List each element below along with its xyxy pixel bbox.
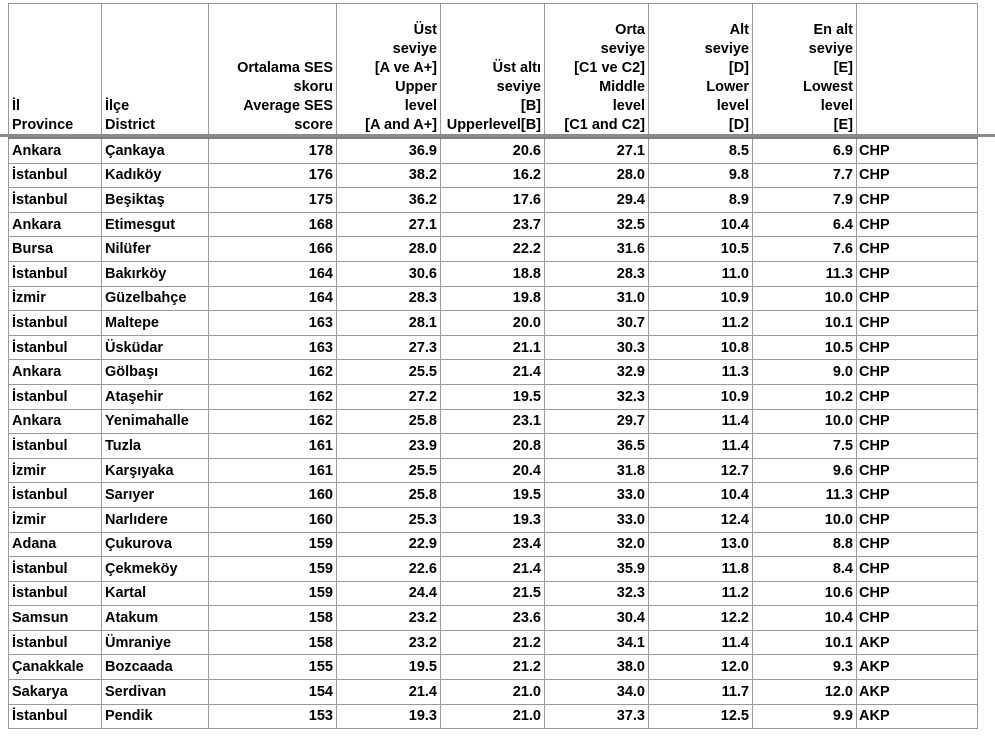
cell-district[interactable]: Nilüfer: [102, 237, 209, 262]
cell-district[interactable]: Karşıyaka: [102, 458, 209, 483]
cell-province[interactable]: Ankara: [9, 409, 102, 434]
header-line: Lower: [706, 79, 749, 95]
cell-middle[interactable]: 35.9: [545, 557, 649, 582]
cell-lower[interactable]: 10.4: [649, 212, 753, 237]
cell-upper[interactable]: 27.1: [337, 212, 441, 237]
cell-lower[interactable]: 10.4: [649, 483, 753, 508]
cell-ses-score[interactable]: 161: [209, 434, 337, 459]
cell-district[interactable]: Maltepe: [102, 311, 209, 336]
cell-party[interactable]: CHP: [857, 212, 978, 237]
cell-lowest[interactable]: 10.6: [753, 581, 857, 606]
cell-lower[interactable]: 12.0: [649, 655, 753, 680]
cell-district[interactable]: Kartal: [102, 581, 209, 606]
header-line: [C1 and C2]: [564, 117, 645, 133]
cell-middle[interactable]: 29.4: [545, 188, 649, 213]
cell-upper-sub[interactable]: 22.2: [441, 237, 545, 262]
cell-province[interactable]: İzmir: [9, 507, 102, 532]
header-line: [E]: [833, 117, 853, 133]
cell-ses-score[interactable]: 159: [209, 581, 337, 606]
cell-lowest[interactable]: 8.4: [753, 557, 857, 582]
cell-middle[interactable]: 34.1: [545, 630, 649, 655]
header-line: score: [294, 117, 333, 133]
cell-upper[interactable]: 36.2: [337, 188, 441, 213]
cell-province[interactable]: Adana: [9, 532, 102, 557]
cell-ses-score[interactable]: 162: [209, 360, 337, 385]
cell-lower[interactable]: 11.4: [649, 409, 753, 434]
cell-province[interactable]: İzmir: [9, 286, 102, 311]
cell-upper-sub[interactable]: 21.2: [441, 630, 545, 655]
cell-province[interactable]: İstanbul: [9, 557, 102, 582]
table-row: [9, 458, 978, 483]
header-middle-level[interactable]: [545, 4, 649, 138]
header-line: seviye: [808, 41, 853, 57]
cell-upper-sub[interactable]: 19.3: [441, 507, 545, 532]
header-divider: [0, 134, 995, 137]
header-line: [A and A+]: [365, 117, 437, 133]
cell-province[interactable]: Ankara: [9, 138, 102, 164]
table-row: [9, 581, 978, 606]
table-body: [9, 138, 978, 729]
cell-lowest[interactable]: 9.0: [753, 360, 857, 385]
cell-party[interactable]: CHP: [857, 458, 978, 483]
cell-middle[interactable]: 36.5: [545, 434, 649, 459]
cell-upper[interactable]: 38.2: [337, 163, 441, 188]
header-line: District: [105, 117, 155, 133]
cell-province[interactable]: İzmir: [9, 458, 102, 483]
cell-middle[interactable]: 33.0: [545, 507, 649, 532]
table-row: [9, 163, 978, 188]
cell-district[interactable]: Bakırköy: [102, 261, 209, 286]
cell-district[interactable]: Pendik: [102, 704, 209, 729]
cell-province[interactable]: İstanbul: [9, 581, 102, 606]
cell-ses-score[interactable]: 158: [209, 630, 337, 655]
cell-upper[interactable]: 19.3: [337, 704, 441, 729]
cell-ses-score[interactable]: 175: [209, 188, 337, 213]
table-row: [9, 286, 978, 311]
cell-party[interactable]: CHP: [857, 483, 978, 508]
table-row: [9, 532, 978, 557]
cell-middle[interactable]: 30.4: [545, 606, 649, 631]
cell-middle[interactable]: 32.9: [545, 360, 649, 385]
cell-district[interactable]: Bozcaada: [102, 655, 209, 680]
cell-lowest[interactable]: 12.0: [753, 680, 857, 705]
cell-middle[interactable]: 32.3: [545, 384, 649, 409]
header-line: Lowest: [803, 79, 853, 95]
cell-district[interactable]: Etimesgut: [102, 212, 209, 237]
cell-district[interactable]: Tuzla: [102, 434, 209, 459]
table-row: [9, 188, 978, 213]
cell-middle[interactable]: 38.0: [545, 655, 649, 680]
cell-upper[interactable]: 24.4: [337, 581, 441, 606]
cell-lowest[interactable]: 9.6: [753, 458, 857, 483]
cell-upper[interactable]: 25.3: [337, 507, 441, 532]
cell-upper[interactable]: 25.5: [337, 360, 441, 385]
header-line: Average SES: [243, 98, 333, 114]
cell-middle[interactable]: 33.0: [545, 483, 649, 508]
cell-lower[interactable]: 10.8: [649, 335, 753, 360]
cell-province[interactable]: İstanbul: [9, 311, 102, 336]
cell-party[interactable]: CHP: [857, 188, 978, 213]
cell-upper-sub[interactable]: 21.1: [441, 335, 545, 360]
cell-party[interactable]: AKP: [857, 630, 978, 655]
cell-middle[interactable]: 28.3: [545, 261, 649, 286]
table-row: [9, 483, 978, 508]
cell-upper-sub[interactable]: 19.8: [441, 286, 545, 311]
cell-middle[interactable]: 37.3: [545, 704, 649, 729]
cell-upper-sub[interactable]: 21.0: [441, 704, 545, 729]
cell-district[interactable]: Gölbaşı: [102, 360, 209, 385]
cell-lowest[interactable]: 10.0: [753, 286, 857, 311]
cell-lower[interactable]: 11.0: [649, 261, 753, 286]
cell-ses-score[interactable]: 176: [209, 163, 337, 188]
cell-lowest[interactable]: 10.1: [753, 311, 857, 336]
header-line: seviye: [496, 79, 541, 95]
cell-district[interactable]: Ataşehir: [102, 384, 209, 409]
cell-ses-score[interactable]: 163: [209, 335, 337, 360]
cell-lowest[interactable]: 10.4: [753, 606, 857, 631]
cell-lowest[interactable]: 10.1: [753, 630, 857, 655]
table-row: [9, 261, 978, 286]
cell-ses-score[interactable]: 162: [209, 384, 337, 409]
cell-middle[interactable]: 32.0: [545, 532, 649, 557]
cell-district[interactable]: Çankaya: [102, 138, 209, 164]
cell-upper-sub[interactable]: 20.6: [441, 138, 545, 164]
table-row: [9, 680, 978, 705]
cell-upper[interactable]: 23.9: [337, 434, 441, 459]
header-province[interactable]: [9, 4, 102, 138]
table-row: [9, 606, 978, 631]
cell-province[interactable]: Sakarya: [9, 680, 102, 705]
table-row: [9, 704, 978, 729]
cell-upper-sub[interactable]: 23.6: [441, 606, 545, 631]
table-row: [9, 360, 978, 385]
table-row: [9, 212, 978, 237]
header-line: seviye: [600, 41, 645, 57]
cell-province[interactable]: İstanbul: [9, 434, 102, 459]
cell-party[interactable]: CHP: [857, 409, 978, 434]
cell-upper-sub[interactable]: 21.0: [441, 680, 545, 705]
cell-lower[interactable]: 12.7: [649, 458, 753, 483]
cell-upper[interactable]: 22.6: [337, 557, 441, 582]
cell-party[interactable]: AKP: [857, 704, 978, 729]
cell-district[interactable]: Serdivan: [102, 680, 209, 705]
cell-ses-score[interactable]: 160: [209, 483, 337, 508]
cell-party[interactable]: CHP: [857, 384, 978, 409]
cell-middle[interactable]: 32.3: [545, 581, 649, 606]
table-row: [9, 409, 978, 434]
cell-upper[interactable]: 30.6: [337, 261, 441, 286]
cell-province[interactable]: İstanbul: [9, 335, 102, 360]
cell-district[interactable]: Üsküdar: [102, 335, 209, 360]
cell-upper-sub[interactable]: 21.4: [441, 360, 545, 385]
cell-upper[interactable]: 25.8: [337, 483, 441, 508]
cell-district[interactable]: Beşiktaş: [102, 188, 209, 213]
header-line: seviye: [392, 41, 437, 57]
header-line: Upper: [395, 79, 437, 95]
cell-middle[interactable]: 31.0: [545, 286, 649, 311]
cell-ses-score[interactable]: 159: [209, 532, 337, 557]
cell-middle[interactable]: 29.7: [545, 409, 649, 434]
cell-middle[interactable]: 31.8: [545, 458, 649, 483]
cell-district[interactable]: Çukurova: [102, 532, 209, 557]
cell-lowest[interactable]: 11.3: [753, 483, 857, 508]
header-lower-level[interactable]: [649, 4, 753, 138]
cell-upper[interactable]: 19.5: [337, 655, 441, 680]
cell-lowest[interactable]: 9.9: [753, 704, 857, 729]
cell-upper[interactable]: 23.2: [337, 606, 441, 631]
cell-upper-sub[interactable]: 20.8: [441, 434, 545, 459]
cell-province[interactable]: İstanbul: [9, 261, 102, 286]
cell-district[interactable]: Atakum: [102, 606, 209, 631]
header-upper-sub-level[interactable]: [441, 4, 545, 138]
cell-upper-sub[interactable]: 21.4: [441, 557, 545, 582]
cell-district[interactable]: Sarıyer: [102, 483, 209, 508]
cell-ses-score[interactable]: 159: [209, 557, 337, 582]
cell-lower[interactable]: 11.3: [649, 360, 753, 385]
cell-lower[interactable]: 10.5: [649, 237, 753, 262]
header-line: Orta: [615, 22, 645, 38]
header-district[interactable]: [102, 4, 209, 138]
cell-upper[interactable]: 36.9: [337, 138, 441, 164]
cell-party[interactable]: AKP: [857, 680, 978, 705]
cell-province[interactable]: Ankara: [9, 360, 102, 385]
header-average-ses-score[interactable]: [209, 4, 337, 138]
header-party[interactable]: [857, 4, 978, 138]
cell-lowest[interactable]: 8.8: [753, 532, 857, 557]
cell-lowest[interactable]: 10.2: [753, 384, 857, 409]
header-line: [C1 ve C2]: [574, 60, 645, 76]
cell-lowest[interactable]: 6.9: [753, 138, 857, 164]
cell-party[interactable]: AKP: [857, 655, 978, 680]
header-line: Province: [12, 117, 74, 133]
cell-upper-sub[interactable]: 17.6: [441, 188, 545, 213]
cell-lower[interactable]: 9.8: [649, 163, 753, 188]
cell-lower[interactable]: 12.5: [649, 704, 753, 729]
cell-lowest[interactable]: 7.5: [753, 434, 857, 459]
cell-province[interactable]: İstanbul: [9, 188, 102, 213]
cell-lowest[interactable]: 7.6: [753, 237, 857, 262]
table-row: [9, 507, 978, 532]
cell-upper-sub[interactable]: 20.4: [441, 458, 545, 483]
header-line: En alt: [813, 22, 853, 38]
cell-upper[interactable]: 27.3: [337, 335, 441, 360]
cell-province[interactable]: İstanbul: [9, 704, 102, 729]
cell-ses-score[interactable]: 154: [209, 680, 337, 705]
cell-province[interactable]: Ankara: [9, 212, 102, 237]
cell-lowest[interactable]: 6.4: [753, 212, 857, 237]
cell-province[interactable]: Samsun: [9, 606, 102, 631]
cell-upper[interactable]: 22.9: [337, 532, 441, 557]
header-line: level: [716, 98, 749, 114]
header-line: İl: [12, 98, 21, 114]
cell-upper[interactable]: 28.1: [337, 311, 441, 336]
cell-ses-score[interactable]: 162: [209, 409, 337, 434]
table-row: [9, 434, 978, 459]
cell-lowest[interactable]: 7.7: [753, 163, 857, 188]
cell-party[interactable]: CHP: [857, 360, 978, 385]
cell-lower[interactable]: 11.4: [649, 630, 753, 655]
cell-ses-score[interactable]: 155: [209, 655, 337, 680]
cell-district[interactable]: Yenimahalle: [102, 409, 209, 434]
header-line: Üst: [413, 22, 437, 38]
cell-province[interactable]: Çanakkale: [9, 655, 102, 680]
cell-province[interactable]: İstanbul: [9, 163, 102, 188]
header-line: skoru: [293, 79, 333, 95]
cell-upper[interactable]: 27.2: [337, 384, 441, 409]
cell-upper-sub[interactable]: 21.5: [441, 581, 545, 606]
header-line: İlçe: [105, 98, 130, 114]
cell-lower[interactable]: 12.2: [649, 606, 753, 631]
cell-party[interactable]: CHP: [857, 311, 978, 336]
cell-lowest[interactable]: 10.5: [753, 335, 857, 360]
cell-ses-score[interactable]: 161: [209, 458, 337, 483]
table-row: [9, 335, 978, 360]
cell-district[interactable]: Güzelbahçe: [102, 286, 209, 311]
cell-party[interactable]: CHP: [857, 261, 978, 286]
header-line: seviye: [704, 41, 749, 57]
cell-upper-sub[interactable]: 20.0: [441, 311, 545, 336]
cell-province[interactable]: Bursa: [9, 237, 102, 262]
cell-lower[interactable]: 11.2: [649, 311, 753, 336]
cell-party[interactable]: CHP: [857, 434, 978, 459]
cell-upper-sub[interactable]: 23.7: [441, 212, 545, 237]
cell-district[interactable]: Kadıköy: [102, 163, 209, 188]
cell-lower[interactable]: 12.4: [649, 507, 753, 532]
cell-lower[interactable]: 13.0: [649, 532, 753, 557]
cell-party[interactable]: CHP: [857, 138, 978, 164]
header-line: [A ve A+]: [374, 60, 437, 76]
cell-district[interactable]: Ümraniye: [102, 630, 209, 655]
cell-ses-score[interactable]: 160: [209, 507, 337, 532]
header-line: Üst altı: [492, 60, 541, 76]
table-row: [9, 630, 978, 655]
cell-ses-score[interactable]: 178: [209, 138, 337, 164]
cell-upper[interactable]: 28.3: [337, 286, 441, 311]
cell-party[interactable]: CHP: [857, 507, 978, 532]
table-row: [9, 655, 978, 680]
header-line: [B]: [520, 98, 541, 114]
cell-party[interactable]: CHP: [857, 581, 978, 606]
cell-party[interactable]: CHP: [857, 237, 978, 262]
cell-lower[interactable]: 11.7: [649, 680, 753, 705]
cell-middle[interactable]: 28.0: [545, 163, 649, 188]
table-row: [9, 384, 978, 409]
cell-lowest[interactable]: 11.3: [753, 261, 857, 286]
header-line: level: [404, 98, 437, 114]
cell-party[interactable]: CHP: [857, 286, 978, 311]
cell-upper-sub[interactable]: 23.1: [441, 409, 545, 434]
table-row: [9, 311, 978, 336]
cell-party[interactable]: CHP: [857, 335, 978, 360]
table-row: [9, 237, 978, 262]
header-line: level: [612, 98, 645, 114]
cell-lowest[interactable]: 9.3: [753, 655, 857, 680]
cell-upper[interactable]: 21.4: [337, 680, 441, 705]
cell-upper-sub[interactable]: 21.2: [441, 655, 545, 680]
cell-upper-sub[interactable]: 19.5: [441, 384, 545, 409]
cell-upper-sub[interactable]: 16.2: [441, 163, 545, 188]
cell-ses-score[interactable]: 166: [209, 237, 337, 262]
header-upper-level[interactable]: [337, 4, 441, 138]
cell-district[interactable]: Çekmeköy: [102, 557, 209, 582]
cell-upper[interactable]: 25.8: [337, 409, 441, 434]
cell-district[interactable]: Narlıdere: [102, 507, 209, 532]
cell-province[interactable]: İstanbul: [9, 630, 102, 655]
cell-ses-score[interactable]: 164: [209, 261, 337, 286]
cell-middle[interactable]: 32.5: [545, 212, 649, 237]
cell-lower[interactable]: 11.2: [649, 581, 753, 606]
ses-table: [8, 3, 978, 729]
cell-lower[interactable]: 10.9: [649, 384, 753, 409]
header-line: level: [820, 98, 853, 114]
header-line: Upperlevel[B]: [446, 117, 541, 133]
cell-party[interactable]: CHP: [857, 606, 978, 631]
table-row: [9, 557, 978, 582]
header-line: Middle: [599, 79, 645, 95]
header-line: Ortalama SES: [237, 60, 333, 76]
cell-lowest[interactable]: 7.9: [753, 188, 857, 213]
cell-lower[interactable]: 8.5: [649, 138, 753, 164]
cell-middle[interactable]: 34.0: [545, 680, 649, 705]
header-row: [9, 4, 978, 138]
cell-province[interactable]: İstanbul: [9, 483, 102, 508]
table-row: [9, 138, 978, 164]
cell-middle[interactable]: 27.1: [545, 138, 649, 164]
cell-upper-sub[interactable]: 19.5: [441, 483, 545, 508]
header-line: [D]: [728, 117, 749, 133]
header-line: [D]: [728, 60, 749, 76]
cell-upper[interactable]: 23.2: [337, 630, 441, 655]
cell-party[interactable]: CHP: [857, 557, 978, 582]
cell-middle[interactable]: 31.6: [545, 237, 649, 262]
header-line: Alt: [729, 22, 749, 38]
cell-upper-sub[interactable]: 23.4: [441, 532, 545, 557]
header-lowest-level[interactable]: [753, 4, 857, 138]
cell-party[interactable]: CHP: [857, 163, 978, 188]
cell-lower[interactable]: 11.8: [649, 557, 753, 582]
cell-ses-score[interactable]: 153: [209, 704, 337, 729]
cell-province[interactable]: İstanbul: [9, 384, 102, 409]
cell-ses-score[interactable]: 164: [209, 286, 337, 311]
cell-lower[interactable]: 10.9: [649, 286, 753, 311]
header-line: [E]: [833, 60, 853, 76]
cell-lower[interactable]: 8.9: [649, 188, 753, 213]
cell-lowest[interactable]: 10.0: [753, 409, 857, 434]
cell-ses-score[interactable]: 158: [209, 606, 337, 631]
cell-ses-score[interactable]: 168: [209, 212, 337, 237]
cell-ses-score[interactable]: 163: [209, 311, 337, 336]
cell-lowest[interactable]: 10.0: [753, 507, 857, 532]
cell-upper[interactable]: 28.0: [337, 237, 441, 262]
cell-middle[interactable]: 30.7: [545, 311, 649, 336]
cell-lower[interactable]: 11.4: [649, 434, 753, 459]
cell-upper[interactable]: 25.5: [337, 458, 441, 483]
cell-upper-sub[interactable]: 18.8: [441, 261, 545, 286]
cell-party[interactable]: CHP: [857, 532, 978, 557]
cell-middle[interactable]: 30.3: [545, 335, 649, 360]
